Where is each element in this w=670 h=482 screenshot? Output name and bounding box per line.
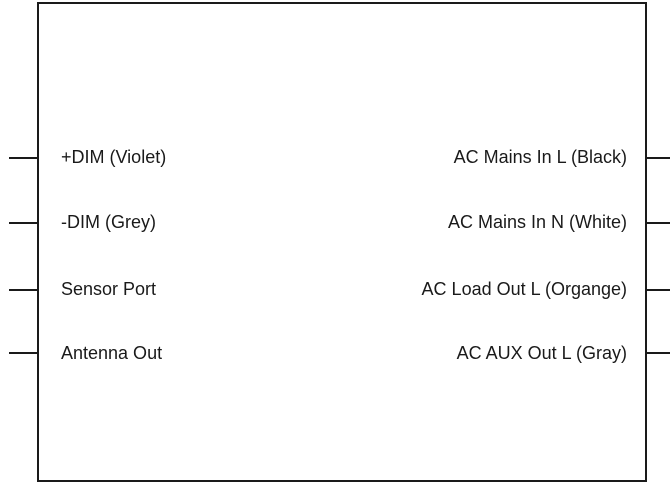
- right-pin-1-lead: [647, 157, 670, 159]
- right-pin-2-lead: [647, 222, 670, 224]
- right-pin-3-label: AC Load Out L (Organge): [421, 279, 627, 299]
- left-pin-1-lead: [9, 157, 37, 159]
- right-pin-3-lead: [647, 289, 670, 291]
- left-pin-1-label: +DIM (Violet): [61, 147, 167, 167]
- left-pin-4-label: Antenna Out: [61, 343, 163, 363]
- left-pin-4-lead: [9, 352, 37, 354]
- module-body: [37, 2, 647, 482]
- left-pin-3-lead: [9, 289, 37, 291]
- right-pin-1-label: AC Mains In L (Black): [453, 147, 627, 167]
- right-pin-4-label: AC AUX Out L (Gray): [456, 343, 627, 363]
- left-pin-3-label: Sensor Port: [61, 279, 157, 299]
- left-pin-2-label: -DIM (Grey): [61, 212, 156, 232]
- right-pin-4-lead: [647, 352, 670, 354]
- right-pin-2-label: AC Mains In N (White): [447, 212, 627, 232]
- left-pin-2-lead: [9, 222, 37, 224]
